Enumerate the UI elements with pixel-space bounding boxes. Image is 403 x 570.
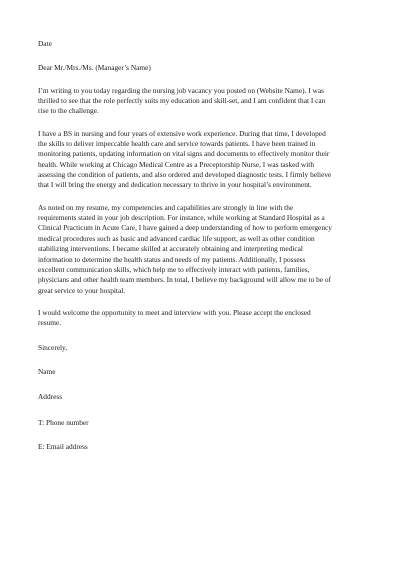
paragraph-line: health. While working at Chicago Medical Centre as a Preceptorship Nurse, I was tasked with bbox=[38, 159, 314, 169]
spacer bbox=[38, 428, 366, 442]
spacer bbox=[38, 296, 366, 308]
sender-address: Address bbox=[38, 392, 63, 402]
spacer bbox=[38, 377, 366, 392]
paragraph-line: As noted on my resume, my competencies and capabilities are strongly in line with the bbox=[38, 202, 294, 212]
paragraph-line: great service to your hospital. bbox=[38, 285, 126, 295]
paragraph-line: resume. bbox=[38, 318, 62, 328]
paragraph-line: I would welcome the opportunity to meet and interview with you. Please accept the enclosed bbox=[38, 307, 311, 317]
paragraph-line: excellent communication skills, which help me to effectively interact with patients, families, bbox=[38, 264, 310, 274]
sender-name: Name bbox=[38, 366, 56, 376]
paragraph-line: medical procedures such as basic and advanced cardiac life support, as well as other condition bbox=[38, 233, 315, 243]
spacer bbox=[38, 49, 366, 63]
paragraph-line: that I will bring the energy and dedication necessary to thrive in your hospital’s environment. bbox=[38, 180, 312, 190]
salutation: Dear Mr./Mrs./Ms. (Manager’s Name) bbox=[38, 63, 151, 73]
paragraph-line: I have a BS in nursing and four years of extensive work experience. During that time, I developed bbox=[38, 128, 326, 138]
paragraph-line: requirements stated in your job description. For instance, while working at Standard Hospital as a bbox=[38, 213, 325, 223]
paragraph-line: monitoring patients, updating information on vital signs and documents to effectively monitor their bbox=[38, 149, 330, 159]
sign-off: Sincerely, bbox=[38, 342, 68, 352]
paragraph-line: thrilled to see that the role perfectly suits my education and skill-set, and I am confident that I can bbox=[38, 96, 326, 106]
spacer bbox=[38, 403, 366, 418]
cover-letter bbox=[38, 39, 366, 452]
paragraph-line: rise to the challenge. bbox=[38, 106, 99, 116]
date-line: Date bbox=[38, 39, 52, 48]
paragraph-line: assessing the condition of patients, and also ordered and developed diagnostic tests. I firmly believe bbox=[38, 170, 332, 180]
paragraph-line: physicians and other health team members. In total, I believe my background will allow me to be of bbox=[38, 275, 332, 285]
sender-email: E: Email address bbox=[38, 441, 88, 451]
spacer bbox=[38, 329, 366, 343]
competencies-paragraph bbox=[38, 203, 366, 296]
paragraph-line: information to determine the health status and needs of my patients. Additionally, I possess bbox=[38, 254, 306, 264]
paragraph-line: I’m writing to you today regarding the nursing job vacancy you posted on (Website Name). I was bbox=[38, 85, 324, 95]
experience-paragraph bbox=[38, 129, 366, 191]
closing-paragraph bbox=[38, 308, 366, 329]
paragraph-line: Clinical Practicum in Acute Care, I have gained a deep understanding of how to perform emergency bbox=[38, 223, 332, 233]
paragraph-line: the skills to deliver impeccable health care and service towards patients. I have been trained in bbox=[38, 139, 316, 149]
paragraph-line: stabilizing interventions. I became skilled at accurately obtaining and interpreting medical bbox=[38, 244, 303, 254]
spacer bbox=[38, 353, 366, 367]
sender-phone: T: Phone number bbox=[38, 417, 89, 427]
spacer bbox=[38, 191, 366, 203]
spacer bbox=[38, 117, 366, 129]
intro-paragraph bbox=[38, 86, 366, 117]
spacer bbox=[38, 74, 366, 86]
